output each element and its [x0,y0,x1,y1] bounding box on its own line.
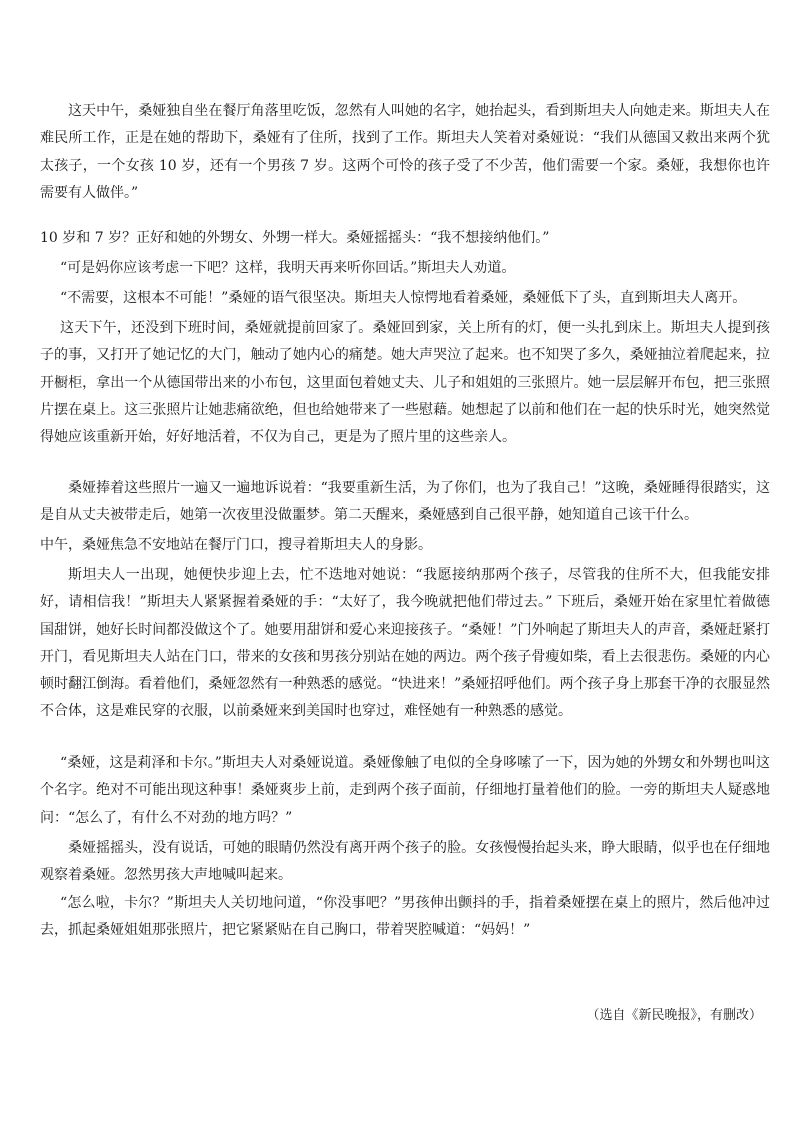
paragraph-2: 10 岁和 7 岁？正好和她的外甥女、外甥一样大。桑娅摇摇头：“我不想接纳他们。” [40,230,550,246]
source-citation: （选自《新民晚报》，有删改） [586,1008,762,1023]
paragraph-9: “桑娅，这是莉泽和卡尔。”斯坦夫人对桑娅说道。桑娅像触了电似的全身哆嗦了一下，因为她的外甥女和外甥也叫这个名字。绝对不可能出现这种事！桑娅爽步上前，走到两个孩子面前，仔细地打量着他们的脸。一旁的斯坦夫人疑惑地问：“怎么了，有什么不对劲的地方吗？” [40,755,770,826]
paragraph-6: 桑娅捧着这些照片一遍又一遍地诉说着：“我要重新生活，为了你们，也为了我自己！”这晚，桑娅睡得很踏实，这是自从丈夫被带走后，她第一次夜里没做噩梦。第二天醒来，桑娅感到自己很平静，她知道自己该干什么。 [40,480,770,524]
paragraph-7: 中午，桑娅焦急不安地站在餐厅门口，搜寻着斯坦夫人的身影。 [40,537,432,553]
paragraph-11: “怎么啦，卡尔？”斯坦夫人关切地问道，“你没事吧？”男孩伸出颤抖的手，指着桑娅摆在桌上的照片，然后他冲过去，抓起桑娅姐姐那张照片，把它紧紧贴在自己胸口，带着哭腔喊道：“妈妈！” [40,895,770,939]
paragraph-5: 这天下午，还没到下班时间，桑娅就提前回家了。桑娅回到家，关上所有的灯，便一头扎到床上。斯坦夫人提到孩子的事，又打开了她记忆的大门，触动了她内心的痛楚。她大声哭泣了起来。也不知哭了多久，桑娅抽泣着爬起来，拉开橱柜，拿出一个从德国带出来的小布包，这里面包着她丈夫、儿子和姐姐的三张照片。她一层层解开布包，把三张照片摆在桌上。这三张照片让她悲痛欲绝，但也给她带来了一些慰藉。她想起了以前和他们在一起的快乐时光，她突然觉得她应该重新开始，好好地活着，不仅为自己，更是为了照片里的这些亲人。 [40,320,770,446]
paragraph-4: “不需要，这根本不可能！”桑娅的语气很坚决。斯坦夫人惊愕地看着桑娅，桑娅低下了头，直到斯坦夫人离开。 [60,290,747,306]
paragraph-8: 斯坦夫人一出现，她便快步迎上去，忙不迭地对她说：“我愿接纳那两个孩子，尽管我的住所不大，但我能安排好，请相信我！”斯坦夫人紧紧握着桑娅的手：“太好了，我今晚就把他们带过去。” 下班后，桑娅开始在家里忙着做德国甜饼，她好长时间都没做这个了。她要用甜饼和爱心来迎接孩子。“桑娅！”门外响起了斯坦夫人的声音，桑娅赶紧打开门，看见斯坦夫人站在门口，带来的女孩和男孩分别站在她的两边。两个孩子骨瘦如柴，看上去很悲伤。桑娅的内心顿时翻江倒海。看着他们，桑娅忽然有一种熟悉的感觉。“快进来！”桑娅招呼他们。两个孩子身上那套干净的衣服显然不合体，这是难民穿的衣服，以前桑娅来到美国时也穿过，难怪她有一种熟悉的感觉。 [40,567,770,720]
paragraph-10: 桑娅摇摇头，没有说话，可她的眼睛仍然没有离开两个孩子的脸。女孩慢慢抬起头来，睁大眼睛，似乎也在仔细地观察着桑娅。忽然男孩大声地喊叫起来。 [40,840,770,884]
paragraph-3: “可是妈你应该考虑一下吧？这样，我明天再来听你回话。”斯坦夫人劝道。 [60,260,516,276]
paragraph-1: 这天中午，桑娅独自坐在餐厅角落里吃饭，忽然有人叫她的名字，她抬起头，看到斯坦夫人向她走来。斯坦夫人在难民所工作，正是在她的帮助下，桑娅有了住所，找到了工作。斯坦夫人笑着对桑娅说：“我们从德国又救出来两个犹太孩子，一个女孩 10 岁，还有一个男孩 7 岁。这两个可怜的孩子受了不少苦，他们需要一个家。桑娅，我想你也许需要有人做伴。” [40,103,770,201]
